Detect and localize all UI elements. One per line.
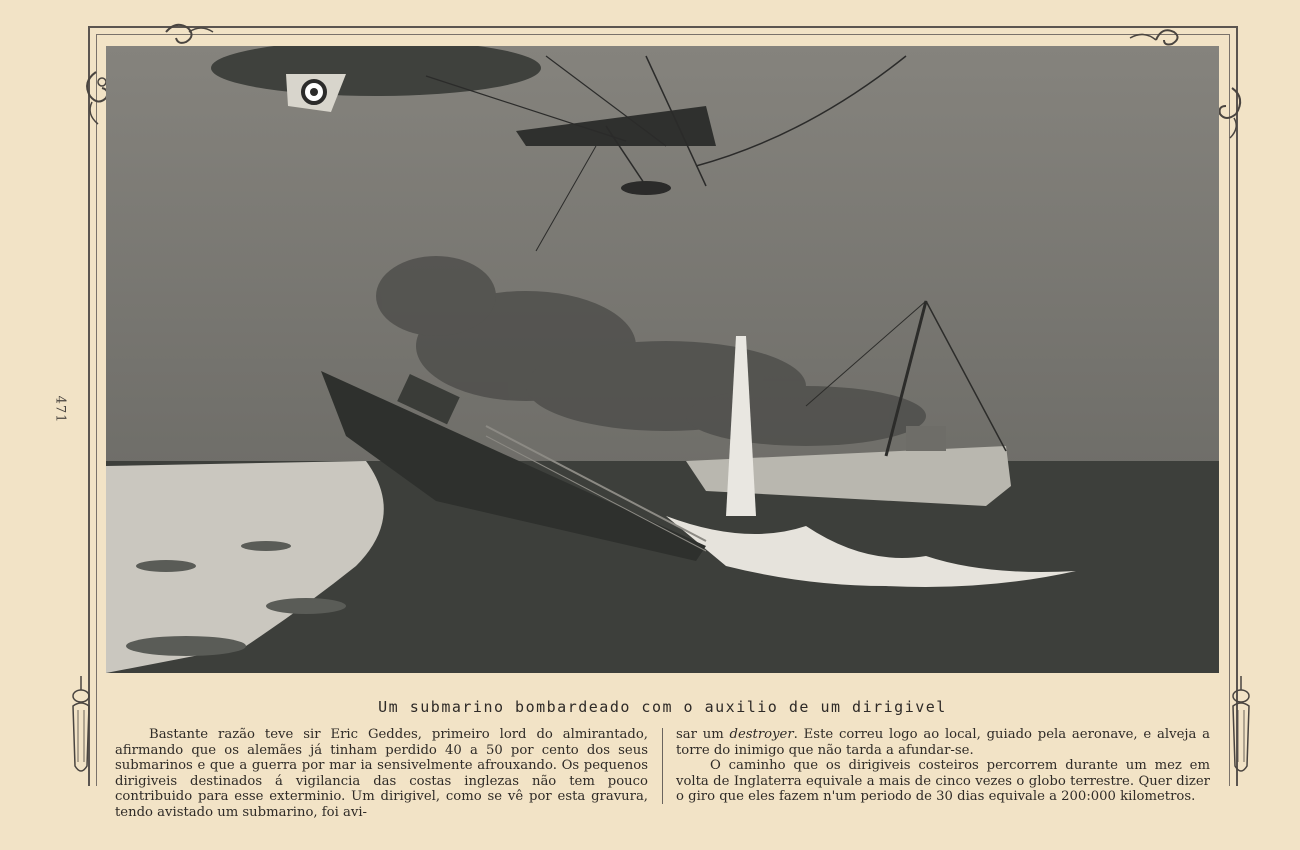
article-column-right (676, 727, 1210, 805)
article-paragraph: Bastante razão teve sir Eric Geddes, primeiro lord do almirantado, afirmando que os alemães já tinham perdido 40 a 50 por cento dos seus submarinos e que a guerra por mar ia sensivelmente afrouxando. Os pequenos dirigiveis destinados á vigilancia das costas inglezas não tem pouco contribuido para esse exterminio. Um dirigivel, como se vê por esta gravura, tendo avistado um submarino, foi avi- (115, 727, 648, 820)
illustration (106, 46, 1219, 673)
emphasis-destroyer: destroyer (729, 727, 794, 742)
column-divider (662, 728, 663, 804)
paragraph-text-end: . Este correu logo ao local, guiado pela aeronave, e alveja a torre do inimigo que não tarda a afundar-se. (676, 727, 1210, 758)
tassel-ornament-left-icon (66, 676, 96, 786)
article-paragraph-continued (676, 727, 1210, 758)
paragraph-text-start: sar um (676, 727, 730, 742)
article-column-left (115, 727, 648, 820)
article-paragraph-second: O caminho que os dirigiveis costeiros percorrem durante um mez em volta de Inglaterra equivale a mais de cinco vezes o globo terrestre. Quer dizer o giro que eles fazem n'um periodo de 30 dias equivale a 200:000 kilometros. (676, 758, 1210, 804)
illustration-caption: Um submarino bombardeado com o auxilio de um dirigivel (378, 698, 947, 716)
page-number: 471 (52, 395, 68, 424)
tassel-ornament-right-icon (1226, 676, 1256, 786)
